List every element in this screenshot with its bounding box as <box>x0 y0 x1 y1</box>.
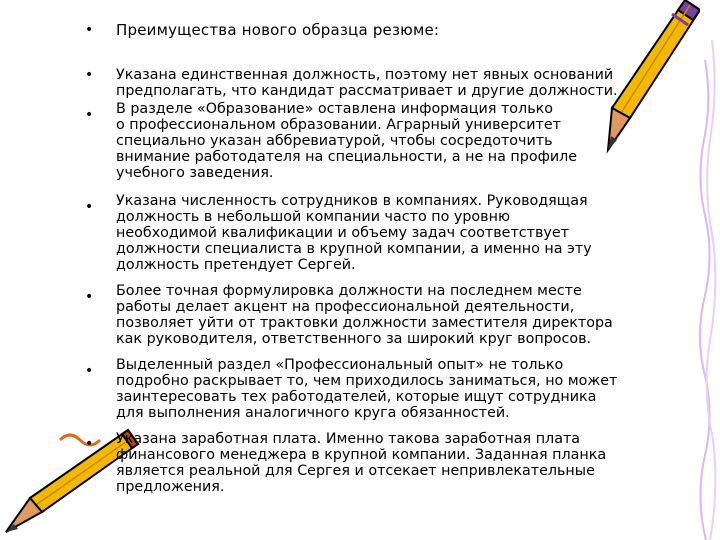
slide-heading: Преимущества нового образца резюме: <box>116 21 440 39</box>
bullet-marker: • <box>85 363 94 379</box>
bullet-marker: • <box>85 67 94 83</box>
list-item: Указана численность сотрудников в компаниях. Руководящая должность в небольшой компании часто по уровню необходимой квалификации и объему задач соответствует должности специалиста в крупной компании, а именно на эту должность претендует Сергей. <box>116 193 592 274</box>
bullet-marker: • <box>85 289 94 305</box>
bullet-marker: • <box>85 107 94 123</box>
list-item: Указана единственная должность, поэтому нет явных оснований предполагать, что кандидат рассматривает и другие должности. <box>116 67 618 100</box>
bullet-marker: • <box>85 22 94 38</box>
bullet-marker: • <box>85 199 94 215</box>
list-item: Более точная формулировка должности на последнем месте работы делает акцент на профессиональной деятельности, позволяет уйти от трактовки должности заместителя директора как руководителя, ответственного за широкий круг вопросов. <box>116 283 613 348</box>
list-item: Указана заработная плата. Именно такова заработная плата финансового менеджера в крупной компании. Заданная планка является реальной для Сергея и отсекает непривлекательные предложения. <box>116 431 607 496</box>
bullet-marker: • <box>85 436 94 452</box>
list-item: В разделе «Образование» оставлена информация только о профессиональном образовании. Аграрный университет специально указан аббревиатурой, чтобы сосредоточить внимание работодателя на специальности, а не на профиле учебного заведения. <box>116 101 578 182</box>
list-item: Выделенный раздел «Профессиональный опыт» не только подробно раскрывает то, чем приходилось заниматься, но может заинтересовать тех работодателей, которые ищут сотрудника для выполнения аналогичного круга обязанностей. <box>116 357 618 422</box>
